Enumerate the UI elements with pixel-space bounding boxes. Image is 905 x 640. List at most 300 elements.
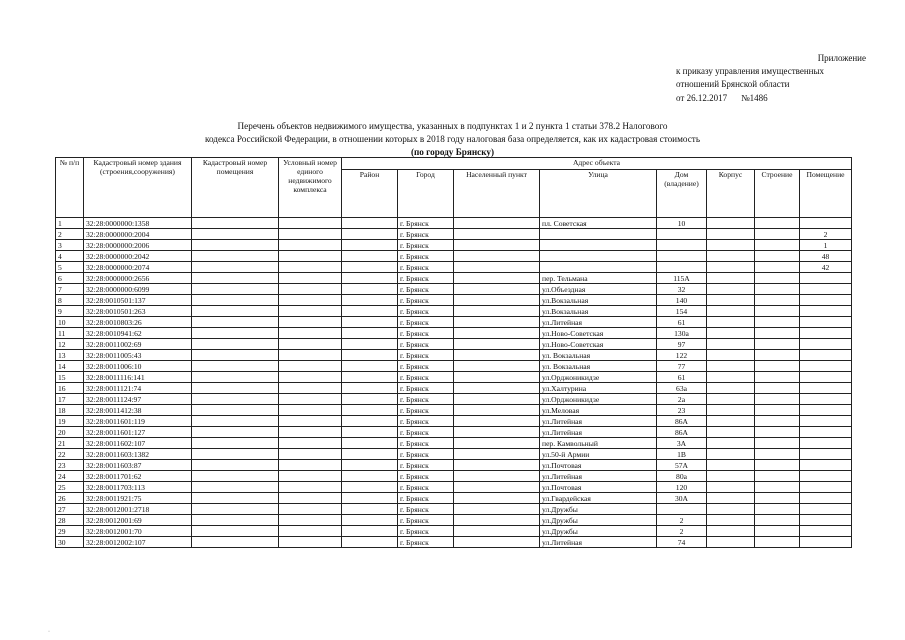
- cell-street: ул.Дружбы: [540, 504, 657, 515]
- cell-structure: [755, 394, 800, 405]
- cell-street: [540, 262, 657, 273]
- header-house: Дом (владение): [657, 170, 707, 218]
- cell-num: 7: [56, 284, 84, 295]
- cell-korpus: [707, 240, 755, 251]
- cell-premises: [192, 493, 279, 504]
- cell-premises: [192, 427, 279, 438]
- cell-street: ул.Ново-Советская: [540, 328, 657, 339]
- document-title: [150, 120, 755, 159]
- cell-structure: [755, 427, 800, 438]
- cell-num: 3: [56, 240, 84, 251]
- cell-korpus: [707, 449, 755, 460]
- cell-complex: [279, 504, 342, 515]
- cell-premises: [192, 284, 279, 295]
- cell-house: 77: [657, 361, 707, 372]
- document-title-line-1: Перечень объектов недвижимого имущества, указанных в подпунктах 1 и 2 пункта 1 статьи 378.2 Налогового: [237, 121, 668, 131]
- cell-cadastral: 32:28:0000000:1358: [84, 218, 192, 229]
- cell-structure: [755, 284, 800, 295]
- cell-num: 28: [56, 515, 84, 526]
- cell-settlement: [454, 394, 540, 405]
- cell-cadastral: 32:28:0011603:1382: [84, 449, 192, 460]
- cell-premises: [192, 273, 279, 284]
- table-row: [56, 526, 852, 537]
- cell-house: 23: [657, 405, 707, 416]
- cell-room: [800, 306, 852, 317]
- cell-complex: [279, 526, 342, 537]
- cell-room: [800, 438, 852, 449]
- cell-house: 10: [657, 218, 707, 229]
- scan-mark: ·: [48, 629, 50, 635]
- cell-street: ул.Халтурина: [540, 383, 657, 394]
- cell-premises: [192, 295, 279, 306]
- cell-district: [342, 449, 398, 460]
- table-row: [56, 537, 852, 548]
- cell-premises: [192, 471, 279, 482]
- cell-house: 3А: [657, 438, 707, 449]
- cell-settlement: [454, 460, 540, 471]
- cell-city: г. Брянск: [398, 405, 454, 416]
- cell-num: 17: [56, 394, 84, 405]
- cell-premises: [192, 394, 279, 405]
- cell-house: 115А: [657, 273, 707, 284]
- cell-cadastral: 32:28:0012002:107: [84, 537, 192, 548]
- cell-settlement: [454, 262, 540, 273]
- cell-structure: [755, 493, 800, 504]
- cell-korpus: [707, 218, 755, 229]
- cell-district: [342, 317, 398, 328]
- cell-num: 4: [56, 251, 84, 262]
- cell-num: 9: [56, 306, 84, 317]
- cell-complex: [279, 262, 342, 273]
- header-settlement: Населенный пункт: [454, 170, 540, 218]
- table-row: [56, 262, 852, 273]
- cell-cadastral: 32:28:0000000:2042: [84, 251, 192, 262]
- cell-district: [342, 328, 398, 339]
- cell-structure: [755, 350, 800, 361]
- header-num: № п/п: [56, 158, 84, 218]
- cell-room: [800, 295, 852, 306]
- cell-room: [800, 427, 852, 438]
- cell-street: ул.Меловая: [540, 405, 657, 416]
- cell-room: [800, 273, 852, 284]
- cell-complex: [279, 493, 342, 504]
- cell-room: [800, 361, 852, 372]
- cell-house: 86А: [657, 427, 707, 438]
- cell-korpus: [707, 229, 755, 240]
- appendix-date-line: [676, 92, 866, 105]
- cell-structure: [755, 229, 800, 240]
- cell-district: [342, 262, 398, 273]
- appendix-date: от 26.12.2017: [676, 93, 728, 103]
- table-row: [56, 416, 852, 427]
- cell-num: 21: [56, 438, 84, 449]
- appendix-department-line: отношений Брянской области: [676, 79, 790, 89]
- cell-city: г. Брянск: [398, 350, 454, 361]
- cell-city: г. Брянск: [398, 229, 454, 240]
- cell-house: 154: [657, 306, 707, 317]
- cell-korpus: [707, 306, 755, 317]
- cell-room: 48: [800, 251, 852, 262]
- cell-room: [800, 504, 852, 515]
- cell-district: [342, 218, 398, 229]
- cell-num: 10: [56, 317, 84, 328]
- cell-room: [800, 482, 852, 493]
- cell-premises: [192, 361, 279, 372]
- header-korpus: Корпус: [707, 170, 755, 218]
- cell-structure: [755, 339, 800, 350]
- cell-room: [800, 537, 852, 548]
- table-row: [56, 460, 852, 471]
- cell-complex: [279, 383, 342, 394]
- cell-district: [342, 284, 398, 295]
- cell-structure: [755, 416, 800, 427]
- table-row: [56, 383, 852, 394]
- cell-street: пер. Тельмана: [540, 273, 657, 284]
- cell-city: г. Брянск: [398, 471, 454, 482]
- cell-premises: [192, 449, 279, 460]
- cell-premises: [192, 515, 279, 526]
- cell-city: г. Брянск: [398, 537, 454, 548]
- cell-structure: [755, 515, 800, 526]
- cell-room: 1: [800, 240, 852, 251]
- cell-cadastral: 32:28:0011412:38: [84, 405, 192, 416]
- cell-city: г. Брянск: [398, 438, 454, 449]
- cell-settlement: [454, 273, 540, 284]
- cell-complex: [279, 438, 342, 449]
- cell-cadastral: 32:28:0011601:119: [84, 416, 192, 427]
- cell-room: [800, 526, 852, 537]
- cell-num: 14: [56, 361, 84, 372]
- cell-settlement: [454, 218, 540, 229]
- cell-room: 2: [800, 229, 852, 240]
- cell-cadastral: 32:28:0011121:74: [84, 383, 192, 394]
- table-row: [56, 229, 852, 240]
- cell-structure: [755, 328, 800, 339]
- cell-structure: [755, 240, 800, 251]
- cell-room: [800, 339, 852, 350]
- cell-cadastral: 32:28:0011116:141: [84, 372, 192, 383]
- cell-num: 13: [56, 350, 84, 361]
- cell-complex: [279, 394, 342, 405]
- cell-complex: [279, 251, 342, 262]
- cell-premises: [192, 416, 279, 427]
- cell-settlement: [454, 361, 540, 372]
- cell-complex: [279, 449, 342, 460]
- cell-city: г. Брянск: [398, 328, 454, 339]
- appendix-block: [676, 52, 866, 105]
- property-register-table: [55, 157, 852, 548]
- cell-settlement: [454, 504, 540, 515]
- cell-city: г. Брянск: [398, 493, 454, 504]
- cell-cadastral: 32:28:0000000:6099: [84, 284, 192, 295]
- cell-house: 2: [657, 515, 707, 526]
- cell-room: [800, 284, 852, 295]
- cell-complex: [279, 273, 342, 284]
- header-address: Адрес объекта: [342, 158, 852, 170]
- cell-house: 2: [657, 526, 707, 537]
- cell-complex: [279, 427, 342, 438]
- table-row: [56, 471, 852, 482]
- cell-cadastral: 32:28:0011701:62: [84, 471, 192, 482]
- cell-settlement: [454, 438, 540, 449]
- cell-cadastral: 32:28:0000000:2074: [84, 262, 192, 273]
- table-row: [56, 284, 852, 295]
- cell-num: 2: [56, 229, 84, 240]
- cell-city: г. Брянск: [398, 361, 454, 372]
- cell-room: [800, 515, 852, 526]
- cell-settlement: [454, 240, 540, 251]
- table-row: [56, 273, 852, 284]
- cell-district: [342, 372, 398, 383]
- cell-room: [800, 394, 852, 405]
- table-row: [56, 218, 852, 229]
- cell-structure: [755, 526, 800, 537]
- cell-complex: [279, 218, 342, 229]
- cell-city: г. Брянск: [398, 504, 454, 515]
- cell-room: [800, 383, 852, 394]
- cell-district: [342, 471, 398, 482]
- cell-settlement: [454, 284, 540, 295]
- cell-house: 97: [657, 339, 707, 350]
- header-district: Район: [342, 170, 398, 218]
- cell-district: [342, 306, 398, 317]
- cell-district: [342, 515, 398, 526]
- cell-korpus: [707, 515, 755, 526]
- cell-house: 63а: [657, 383, 707, 394]
- cell-cadastral: 32:28:0012001:70: [84, 526, 192, 537]
- cell-room: [800, 328, 852, 339]
- appendix-order-line: к приказу управления имущественных: [676, 66, 825, 76]
- cell-city: г. Брянск: [398, 416, 454, 427]
- cell-premises: [192, 350, 279, 361]
- cell-premises: [192, 306, 279, 317]
- table-row: [56, 504, 852, 515]
- cell-city: г. Брянск: [398, 306, 454, 317]
- cell-settlement: [454, 229, 540, 240]
- cell-district: [342, 427, 398, 438]
- cell-complex: [279, 372, 342, 383]
- cell-structure: [755, 504, 800, 515]
- cell-street: ул.Почтовая: [540, 482, 657, 493]
- cell-house: 122: [657, 350, 707, 361]
- cell-num: 8: [56, 295, 84, 306]
- cell-district: [342, 383, 398, 394]
- cell-district: [342, 251, 398, 262]
- cell-complex: [279, 416, 342, 427]
- cell-cadastral: 32:28:0000000:2006: [84, 240, 192, 251]
- table-row: [56, 394, 852, 405]
- cell-num: 19: [56, 416, 84, 427]
- table-row: [56, 317, 852, 328]
- cell-cadastral: 32:28:0011703:113: [84, 482, 192, 493]
- cell-premises: [192, 240, 279, 251]
- cell-district: [342, 537, 398, 548]
- cell-district: [342, 482, 398, 493]
- cell-num: 15: [56, 372, 84, 383]
- cell-room: [800, 405, 852, 416]
- cell-cadastral: 32:28:0000000:2004: [84, 229, 192, 240]
- cell-house: [657, 504, 707, 515]
- cell-city: г. Брянск: [398, 240, 454, 251]
- cell-complex: [279, 306, 342, 317]
- cell-structure: [755, 372, 800, 383]
- cell-district: [342, 504, 398, 515]
- cell-num: 22: [56, 449, 84, 460]
- cell-structure: [755, 405, 800, 416]
- cell-room: [800, 493, 852, 504]
- cell-room: [800, 416, 852, 427]
- appendix-number: №1486: [741, 93, 768, 103]
- cell-cadastral: 32:28:0011921:75: [84, 493, 192, 504]
- cell-premises: [192, 405, 279, 416]
- cell-korpus: [707, 471, 755, 482]
- cell-premises: [192, 504, 279, 515]
- cell-city: г. Брянск: [398, 339, 454, 350]
- cell-house: [657, 262, 707, 273]
- cell-city: г. Брянск: [398, 372, 454, 383]
- cell-premises: [192, 229, 279, 240]
- cell-num: 20: [56, 427, 84, 438]
- cell-premises: [192, 317, 279, 328]
- cell-house: 61: [657, 372, 707, 383]
- cell-house: 57А: [657, 460, 707, 471]
- cell-settlement: [454, 317, 540, 328]
- cell-house: [657, 251, 707, 262]
- cell-cadastral: 32:28:0011005:43: [84, 350, 192, 361]
- cell-complex: [279, 328, 342, 339]
- cell-structure: [755, 482, 800, 493]
- cell-district: [342, 350, 398, 361]
- cell-num: 29: [56, 526, 84, 537]
- cell-room: [800, 372, 852, 383]
- cell-settlement: [454, 328, 540, 339]
- cell-settlement: [454, 295, 540, 306]
- cell-street: ул.Гвардейская: [540, 493, 657, 504]
- cell-settlement: [454, 383, 540, 394]
- cell-house: 120: [657, 482, 707, 493]
- cell-korpus: [707, 262, 755, 273]
- cell-structure: [755, 218, 800, 229]
- cell-street: ул.Орджоникидзе: [540, 372, 657, 383]
- cell-korpus: [707, 537, 755, 548]
- cell-structure: [755, 471, 800, 482]
- cell-street: ул.Дружбы: [540, 526, 657, 537]
- table-row: [56, 405, 852, 416]
- cell-street: ул.Вокзальная: [540, 295, 657, 306]
- cell-cadastral: 32:28:0011601:127: [84, 427, 192, 438]
- cell-structure: [755, 449, 800, 460]
- cell-complex: [279, 515, 342, 526]
- header-room: Помещение: [800, 170, 852, 218]
- cell-district: [342, 526, 398, 537]
- cell-street: ул.Литейная: [540, 427, 657, 438]
- cell-street: ул.Орджоникидзе: [540, 394, 657, 405]
- header-complex-number: Условный номер единого недвижимого комплекса: [279, 158, 342, 218]
- table-row: [56, 306, 852, 317]
- cell-street: ул. Вокзальная: [540, 350, 657, 361]
- cell-structure: [755, 537, 800, 548]
- cell-premises: [192, 537, 279, 548]
- cell-korpus: [707, 273, 755, 284]
- cell-room: [800, 471, 852, 482]
- cell-premises: [192, 251, 279, 262]
- cell-cadastral: 32:28:0010501:263: [84, 306, 192, 317]
- cell-complex: [279, 317, 342, 328]
- cell-complex: [279, 295, 342, 306]
- cell-city: г. Брянск: [398, 449, 454, 460]
- cell-district: [342, 438, 398, 449]
- table-row: [56, 361, 852, 372]
- cell-complex: [279, 482, 342, 493]
- cell-city: г. Брянск: [398, 460, 454, 471]
- cell-room: [800, 460, 852, 471]
- cell-settlement: [454, 372, 540, 383]
- cell-street: ул.Литейная: [540, 416, 657, 427]
- cell-city: г. Брянск: [398, 482, 454, 493]
- cell-house: 86А: [657, 416, 707, 427]
- cell-complex: [279, 537, 342, 548]
- cell-korpus: [707, 460, 755, 471]
- cell-settlement: [454, 515, 540, 526]
- cell-premises: [192, 438, 279, 449]
- cell-korpus: [707, 361, 755, 372]
- cell-settlement: [454, 537, 540, 548]
- cell-num: 6: [56, 273, 84, 284]
- cell-korpus: [707, 350, 755, 361]
- cell-structure: [755, 438, 800, 449]
- cell-korpus: [707, 504, 755, 515]
- cell-settlement: [454, 350, 540, 361]
- table-row: [56, 438, 852, 449]
- cell-street: ул.Ново-Советская: [540, 339, 657, 350]
- appendix-title: Приложение: [817, 53, 866, 63]
- cell-korpus: [707, 328, 755, 339]
- cell-district: [342, 295, 398, 306]
- cell-street: ул. Вокзальная: [540, 361, 657, 372]
- table-row: [56, 482, 852, 493]
- table-row: [56, 295, 852, 306]
- cell-street: ул.Литейная: [540, 537, 657, 548]
- cell-structure: [755, 317, 800, 328]
- cell-district: [342, 339, 398, 350]
- cell-street: ул.Вокзальная: [540, 306, 657, 317]
- cell-complex: [279, 405, 342, 416]
- cell-num: 25: [56, 482, 84, 493]
- cell-num: 30: [56, 537, 84, 548]
- cell-street: пл. Советская: [540, 218, 657, 229]
- cell-settlement: [454, 339, 540, 350]
- cell-structure: [755, 251, 800, 262]
- cell-complex: [279, 350, 342, 361]
- table-row: [56, 372, 852, 383]
- cell-complex: [279, 339, 342, 350]
- cell-complex: [279, 361, 342, 372]
- cell-premises: [192, 482, 279, 493]
- cell-num: 12: [56, 339, 84, 350]
- cell-district: [342, 405, 398, 416]
- cell-district: [342, 240, 398, 251]
- cell-premises: [192, 526, 279, 537]
- cell-house: 130а: [657, 328, 707, 339]
- cell-settlement: [454, 449, 540, 460]
- cell-structure: [755, 306, 800, 317]
- table-row: [56, 339, 852, 350]
- cell-city: г. Брянск: [398, 515, 454, 526]
- cell-premises: [192, 372, 279, 383]
- cell-district: [342, 416, 398, 427]
- cell-num: 27: [56, 504, 84, 515]
- cell-settlement: [454, 482, 540, 493]
